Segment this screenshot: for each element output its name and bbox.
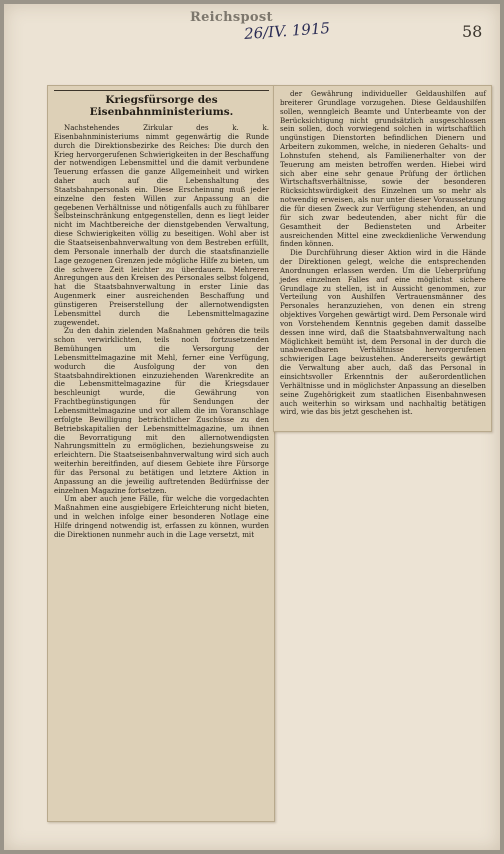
page-number: 58 (462, 22, 483, 41)
left-paragraph-2: Zu den dahin zielenden Maßnahmen gehören die teils schon verwirklichten, teils noch fortzusetzenden Bemühungen um die Versorgung der Lebensmittelmagazine mit Mehl, ferner eine Verfügung, wodurch die Ausfolgung der von den Staatsbahndirektionen einzuziehenden Warenkredite an die Lebensmittelmagazine für die Kriegsdauer beschleunigt wurde, die Gewährung von Frachtbegünstigungen für Sendungen der Lebensmittelmagazine und vor allem die im Voranschlage erfolgte Bewilligung beträchtlicher Zuschüsse zu den Betriebskapitalien der Lebensmittelmagazine, um ihnen die Bevorratigung mit den allernotwendigsten Nahrungsmitteln zu ermöglichen, beziehungsweise zu erleichtern. Die Staatseisenbahnverwaltung wird sich auch weiterhin bereitfinden, auf diesem Gebiete ihre Fürsorge für das Personal zu betätigen und letztere Aktion in Anpassung an die jeweilig auftretenden Bedürfnisse der einzelnen Magazine fortsetzen. (54, 326, 269, 495)
clipping-right-column (273, 85, 492, 432)
left-paragraph-1: Nachstehendes Zirkular des k. k. Eisenbahnministeriums nimmt gegenwärtig die Runde durch die Direktionsbezirke des Reiches: Die durch den Krieg hervorgerufenen Schwierigkeiten in der Beschaffung der notwendigen Lebensmittel und die damit verbundene Teuerung erfassen die ganze Allgemeinheit und wirken daher auch auf die Lebenshaltung des Staatsbahnpersonals ein. Diese Erscheinung muß jeder einzelne den festen Willen zur Anpassung an die gegebenen Verhältnisse und nötigenfalls auch zu fühlbarer Selbsteinschränkung entgegenstellen, denn es liegt leider nicht im Machtbereiche der dienstgebenden Verwaltung, diese Schwierigkeiten völlig zu beseitigen. Wohl aber ist die Staatseisenbahnverwaltung von dem Bestreben erfüllt, dem Personale innerhalb der durch die staatsfinanzielle Lage gezogenen Grenzen jede mögliche Hilfe zu bieten, um die schwere Zeit leichter zu überdauern. Mehreren Anregungen aus den Kreisen des Personales selbst folgend, hat die Staatsbahnverwaltung in erster Linie das Augenmerk einer ausreichenden Beschaffung und günstigeren Preiserstellung der allernotwendigsten Lebensmittel durch die Lebensmittelmagazine zugewendet. (54, 123, 270, 327)
source-stamp: Reichspost (190, 10, 273, 25)
right-paragraph-2: Die Durchführung dieser Aktion wird in die Hände der Direktionen gelegt, welche die entsprechenden Anordnungen erlassen werden. Um die Ueberprüfung jedes einzelnen Falles auf eine möglichst sichere Grundlage zu stellen, ist in Aussicht genommen, zur Verteilung von Aushilfen Vertrauensmänner des Personales heranzuziehen, von denen ein streng objektives Vorgehen gewärtigt wird. Dem Personale wird von Vorstehendem Kenntnis gegeben damit dasselbe dessen inne wird, daß die Staatsbahnverwaltung nach Möglichkeit bemüht ist, dem Personal in der durch die unabwendbaren Verhältnisse hervorgerufenen schwierigen Lage beizustehen. Andererseits gewärtigt die Verwaltung aber auch, daß das Personal in einsichtsvoller Erkenntnis der außerordentlichen Verhältnisse und in möglichster Anpassung an dieselben seine Zugehörigkeit zum staatlichen Eisenbahnwesen auch weiterhin so wirksam und nachhaltig betätigen wird, wie das bis jetzt geschehen ist. (280, 248, 486, 417)
article-headline: Kriegsfürsorge des Eisenbahnministeriums. (54, 90, 269, 122)
right-paragraph-1: der Gewährung individueller Geldaushilfen auf breiterer Grundlage vorzugehen. Diese Geldaushilfen sollen, wenngleich Beamte und Unterbeamte von der Berücksichtigung nicht grundsätzlich ausgeschlossen sein sollen, doch vorwiegend solchen in wirtschaftlich ungünstigen Dienstorten befindlichen Dienern und Arbeitern zukommen, welche, in niederen Gehalts- und Lohnstufen stehend, als Familienerhalter von der Teuerung am meisten betroffen werden. Hiebei wird sich aber eine sehr genaue Prüfung der örtlichen Wirtschaftsverhältnisse, sowie der besonderen Rücksichtswürdigkeit des Einzelnen um so mehr als notwendig erweisen, als nur unter dieser Voraussetzung die für diesen Zweck zur Verfügung stehenden, an und für sich zwar bedeutenden, aber nicht für die Gesamtheit der Bediensteten und Arbeiter ausreichenden Mittel eine zweckdienliche Verwendung finden können. (280, 89, 486, 249)
handwritten-date: 26/IV. 1915 (243, 19, 331, 43)
left-paragraph-3: Um aber auch jene Fälle, für welche die vorgedachten Maßnahmen eine ausgiebigere Erleichterung nicht bieten, und in welchen infolge einer besonderen Notlage eine Hilfe dringend notwendig ist, erfassen zu können, wurden die Direktionen nunmehr auch in die Lage versetzt, mit (54, 494, 269, 539)
clipping-left-column (47, 85, 275, 822)
